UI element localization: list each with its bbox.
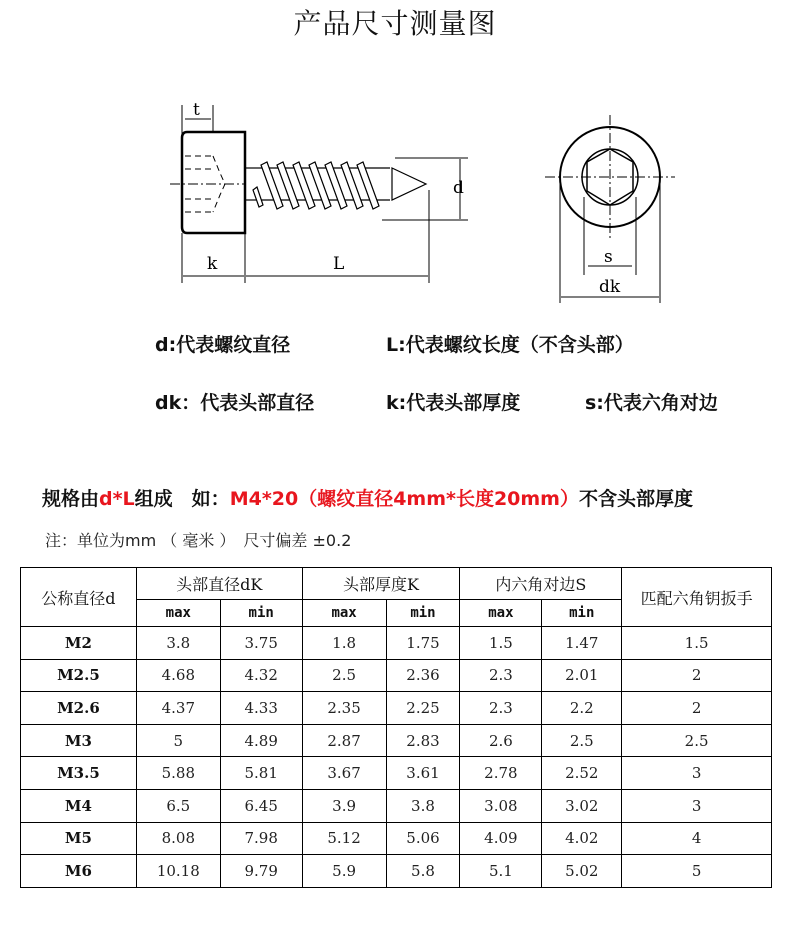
cell-k-max: 5.12 [302, 822, 386, 855]
cell-wrench: 2 [622, 659, 772, 692]
cell-s-max: 2.78 [460, 757, 542, 790]
cell-d: M2.5 [21, 659, 137, 692]
spec-formula: d*L [99, 488, 135, 510]
cell-k-max: 1.8 [302, 627, 386, 660]
cell-s-max: 4.09 [460, 822, 542, 855]
cell-dk-max: 5 [136, 724, 220, 757]
label-L: L [333, 254, 345, 274]
cell-wrench: 3 [622, 789, 772, 822]
cell-k-min: 2.25 [386, 692, 460, 725]
screw-top-view-diagram [540, 115, 680, 305]
cell-dk-max: 3.8 [136, 627, 220, 660]
dimension-table [20, 567, 772, 888]
cell-s-min: 2.2 [542, 692, 622, 725]
table-row [21, 855, 772, 888]
cell-dk-max: 4.37 [136, 692, 220, 725]
cell-s-max: 3.08 [460, 789, 542, 822]
cell-wrench: 3 [622, 757, 772, 790]
cell-d: M4 [21, 789, 137, 822]
header-nominal-diameter: 公称直径d [21, 568, 137, 627]
cell-wrench: 2 [622, 692, 772, 725]
cell-dk-min: 4.32 [220, 659, 302, 692]
cell-s-min: 5.02 [542, 855, 622, 888]
cell-k-max: 2.35 [302, 692, 386, 725]
cell-dk-min: 3.75 [220, 627, 302, 660]
cell-wrench: 5 [622, 855, 772, 888]
table-row [21, 659, 772, 692]
cell-wrench: 4 [622, 822, 772, 855]
cell-wrench: 2.5 [622, 724, 772, 757]
table-row [21, 789, 772, 822]
cell-s-max: 2.6 [460, 724, 542, 757]
cell-k-min: 5.8 [386, 855, 460, 888]
cell-s-max: 2.3 [460, 692, 542, 725]
cell-s-min: 2.52 [542, 757, 622, 790]
legend-k: k:代表头部厚度 [386, 392, 521, 414]
table-row [21, 692, 772, 725]
cell-d: M6 [21, 855, 137, 888]
cell-wrench: 1.5 [622, 627, 772, 660]
cell-k-max: 3.9 [302, 789, 386, 822]
label-t: t [193, 100, 200, 120]
cell-s-min: 1.47 [542, 627, 622, 660]
cell-k-max: 2.5 [302, 659, 386, 692]
cell-dk-min: 7.98 [220, 822, 302, 855]
cell-dk-max: 4.68 [136, 659, 220, 692]
cell-dk-max: 10.18 [136, 855, 220, 888]
cell-s-max: 5.1 [460, 855, 542, 888]
cell-dk-max: 6.5 [136, 789, 220, 822]
page-title: 产品尺寸测量图 [293, 7, 497, 40]
cell-s-min: 3.02 [542, 789, 622, 822]
spec-suffix: 不含头部厚度 [578, 488, 693, 510]
header-wrench-size: 匹配六角钥扳手 [622, 568, 772, 627]
cell-k-max: 5.9 [302, 855, 386, 888]
label-k: k [207, 254, 218, 274]
cell-dk-min: 4.89 [220, 724, 302, 757]
legend-dk: dk：代表头部直径 [155, 392, 315, 414]
cell-k-min: 5.06 [386, 822, 460, 855]
screw-side-view-diagram [150, 95, 480, 285]
header-s-min: min [542, 600, 622, 627]
legend-s: s:代表六角对边 [585, 392, 718, 414]
cell-s-min: 2.01 [542, 659, 622, 692]
cell-d: M2 [21, 627, 137, 660]
cell-d: M3.5 [21, 757, 137, 790]
label-d: d [453, 178, 464, 198]
header-k-min: min [386, 600, 460, 627]
spec-example: M4*20（螺纹直径4mm*长度20mm） [229, 488, 579, 510]
table-row [21, 822, 772, 855]
cell-k-min: 3.61 [386, 757, 460, 790]
cell-k-min: 3.8 [386, 789, 460, 822]
cell-dk-min: 4.33 [220, 692, 302, 725]
cell-dk-min: 5.81 [220, 757, 302, 790]
table-body [21, 627, 772, 888]
cell-d: M3 [21, 724, 137, 757]
header-s-max: max [460, 600, 542, 627]
cell-k-max: 3.67 [302, 757, 386, 790]
table-row [21, 724, 772, 757]
legend-d: d:代表螺纹直径 [155, 334, 291, 356]
table-row [21, 627, 772, 660]
unit-note: 注：单位为mm （ 毫米 ） 尺寸偏差 ±0.2 [45, 531, 352, 550]
cell-s-min: 2.5 [542, 724, 622, 757]
legend-L: L:代表螺纹长度（不含头部） [386, 334, 634, 356]
header-k-max: max [302, 600, 386, 627]
cell-s-max: 2.3 [460, 659, 542, 692]
cell-dk-max: 5.88 [136, 757, 220, 790]
cell-d: M2.6 [21, 692, 137, 725]
cell-dk-min: 9.79 [220, 855, 302, 888]
spec-mid: 组成 如： [134, 488, 230, 510]
cell-k-min: 2.36 [386, 659, 460, 692]
spec-prefix: 规格由 [42, 488, 100, 510]
spec-description [42, 484, 693, 511]
label-dk: dk [599, 277, 621, 297]
cell-k-min: 2.83 [386, 724, 460, 757]
cell-s-min: 4.02 [542, 822, 622, 855]
header-hex-across-flats: 内六角对边S [460, 568, 622, 600]
header-dk-max: max [136, 600, 220, 627]
cell-k-max: 2.87 [302, 724, 386, 757]
cell-dk-min: 6.45 [220, 789, 302, 822]
header-dk-min: min [220, 600, 302, 627]
cell-d: M5 [21, 822, 137, 855]
header-head-diameter: 头部直径dK [136, 568, 302, 600]
table-row [21, 757, 772, 790]
header-head-thickness: 头部厚度K [302, 568, 460, 600]
cell-dk-max: 8.08 [136, 822, 220, 855]
cell-k-min: 1.75 [386, 627, 460, 660]
label-s: s [604, 247, 613, 267]
cell-s-max: 1.5 [460, 627, 542, 660]
